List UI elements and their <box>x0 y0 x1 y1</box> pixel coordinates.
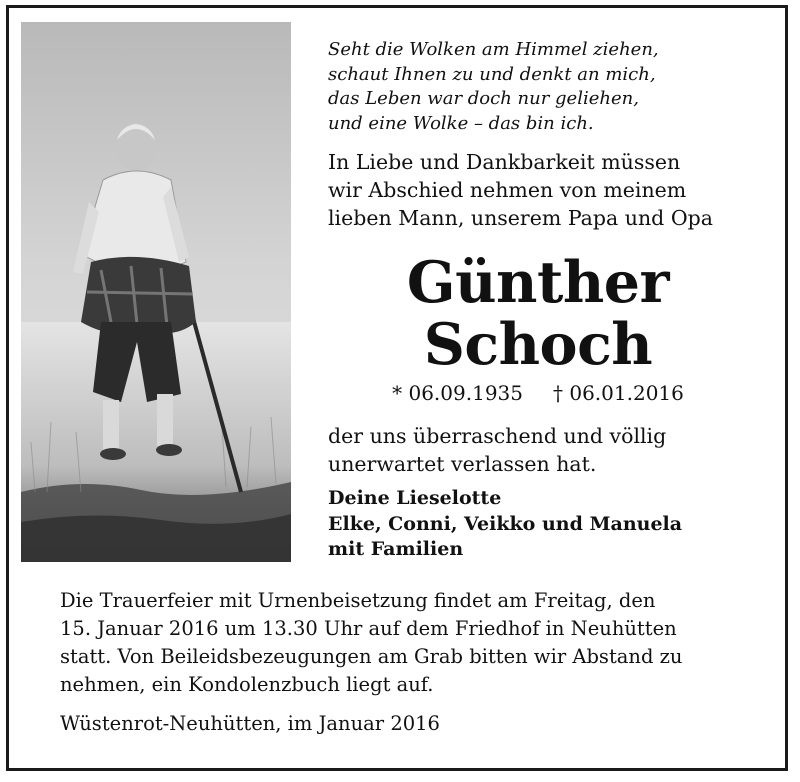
intro-line: wir Abschied nehmen von meinem <box>328 178 687 202</box>
poem-line: das Leben war doch nur geliehen, <box>328 88 639 109</box>
place-date: Wüstenrot-Neuhütten, im Januar 2016 <box>60 712 440 735</box>
funeral-line: nehmen, ein Kondolenzbuch liegt auf. <box>60 673 434 696</box>
family-line: Deine Lieselotte <box>328 487 502 509</box>
family-line: mit Familien <box>328 538 464 560</box>
funeral-details <box>60 587 750 699</box>
intro-line: In Liebe und Dankbarkeit müssen <box>328 150 681 174</box>
family-line: Elke, Conni, Veikko und Manuela <box>328 512 683 535</box>
life-dates <box>328 380 748 406</box>
poem-line: schaut Ihnen zu und denkt an mich, <box>328 63 656 85</box>
poem-line: Seht die Wolken am Himmel ziehen, <box>328 39 659 60</box>
passed-text <box>328 422 666 478</box>
deceased-last-name: Schoch <box>423 311 653 378</box>
intro-text <box>328 148 768 232</box>
funeral-line: 15. Januar 2016 um 13.30 Uhr auf dem Friedhof in Neuhütten <box>60 617 677 640</box>
portrait-photo <box>21 22 291 562</box>
poem <box>328 38 768 136</box>
funeral-line: statt. Von Beileidsbezeugungen am Grab bitten wir Abstand zu <box>60 645 683 668</box>
poem-line: und eine Wolke – das bin ich. <box>328 112 594 134</box>
passed-line: der uns überraschend und völlig <box>328 424 667 448</box>
funeral-line: Die Trauerfeier mit Urnenbeisetzung findet am Freitag, den <box>60 589 656 612</box>
passed-line: unerwartet verlassen hat. <box>328 452 597 476</box>
right-column <box>328 38 768 232</box>
birth-date: * 06.09.1935 <box>392 381 523 405</box>
family-signature <box>328 486 682 563</box>
intro-line: lieben Mann, unserem Papa und Opa <box>328 206 713 230</box>
death-date: † 06.01.2016 <box>553 381 684 405</box>
portrait-illustration <box>21 22 291 562</box>
deceased-first-name: Günther <box>406 249 670 316</box>
